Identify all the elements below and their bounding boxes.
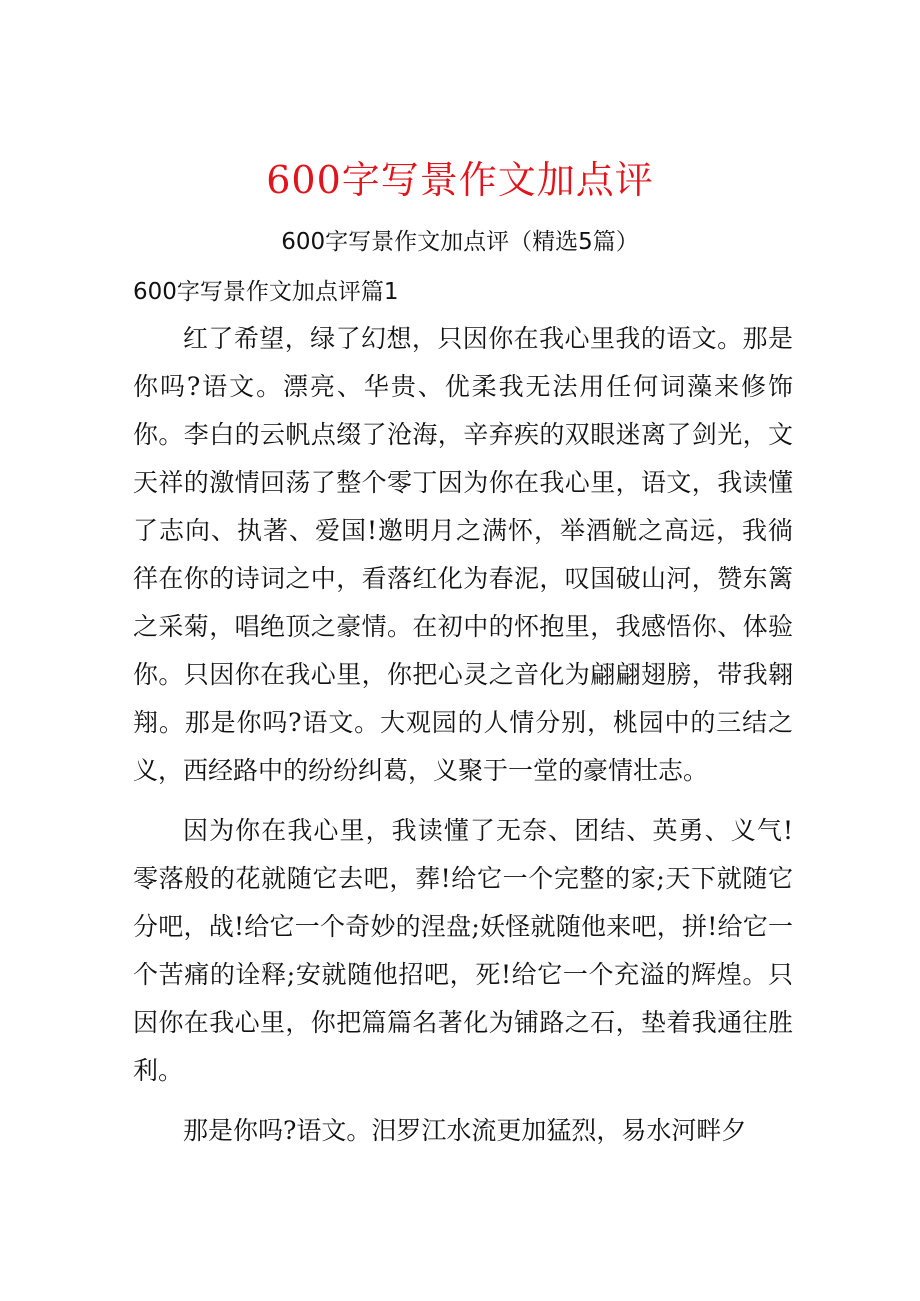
section-heading: 600字写景作文加点评篇1 xyxy=(133,279,399,305)
article-body xyxy=(133,315,793,1167)
paragraph-1: 红了希望，绿了幻想，只因你在我心里我的语文。那是你吗?语文。漂亮、华贵、优柔我无法用任何词藻来修饰你。李白的云帆点缀了沧海，辛弃疾的双眼迷离了剑光，文天祥的激情回荡了整个零丁因为你在我心里，语文，我读懂了志向、执著、爱国!邀明月之满怀，举酒觥之高远，我徜徉在你的诗词之中，看落红化为春泥，叹国破山河，赞东篱之采菊，唱绝顶之豪情。在初中的怀抱里，我感悟你、体验你。只因你在我心里，你把心灵之音化为翩翩翅膀，带我翱翔。那是你吗?语文。大观园的人情分别，桃园中的三结之义，西经路中的纷纷纠葛，义聚于一堂的豪情壮志。 xyxy=(133,324,793,785)
document-subtitle: 600字写景作文加点评（精选5篇） xyxy=(281,229,639,255)
paragraph-2: 因为你在我心里，我读懂了无奈、团结、英勇、义气!零落般的花就随它去吧，葬!给它一个完整的家;天下就随它分吧，战!给它一个奇妙的涅盘;妖怪就随他来吧，拼!给它一个苦痛的诠释;安就随他招吧，死!给它一个充溢的辉煌。只因你在我心里，你把篇篇名著化为铺路之石，垫着我通往胜利。 xyxy=(133,816,793,1085)
paragraph-3: 那是你吗?语文。汨罗江水流更加猛烈，易水河畔夕 xyxy=(183,1116,747,1145)
document-title: 600字写景作文加点评 xyxy=(266,158,654,202)
